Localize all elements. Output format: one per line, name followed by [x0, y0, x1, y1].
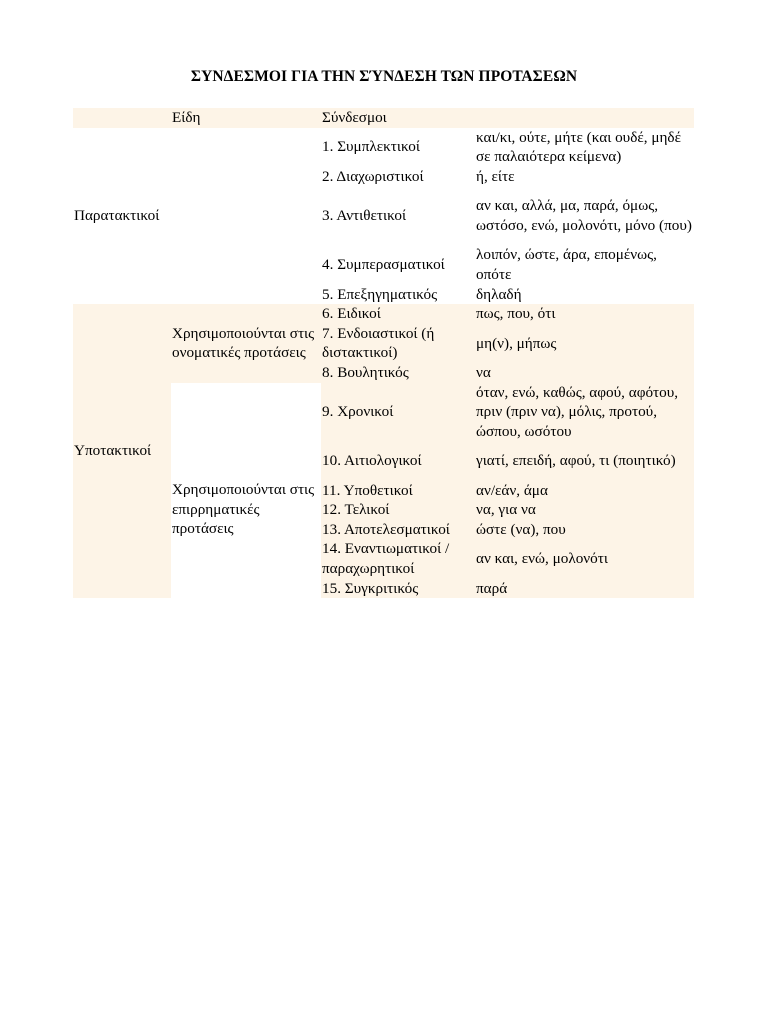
nominal-clauses-label: Χρησιμοποιούνται στις ονοματικές προτάσεις [171, 304, 321, 382]
conjunction-examples: γιατί, επειδή, αφού, τι (ποιητικό) [475, 442, 694, 481]
header-types: Είδη [171, 108, 321, 128]
subordinating-label: Υποτακτικοί [73, 304, 171, 598]
conjunction-type: 3. Αντιθετικοί [322, 207, 407, 225]
conjunction-type: 14. Εναντιωματικοί / παραχωρητικοί [321, 539, 475, 578]
conjunction-examples: να [475, 363, 694, 383]
conjunction-type: 10. Αιτιολογικοί [321, 442, 475, 481]
conjunction-type: 12. Τελικοί [321, 500, 475, 520]
conjunction-type: 6. Ειδικοί [321, 304, 475, 324]
conjunction-examples: και/κι, ούτε, μήτε (και ουδέ, μηδέ σε παλαιότερα κείμενα) [476, 128, 681, 166]
conjunction-type: 2. Διαχωριστικοί [322, 167, 424, 185]
conjunction-examples: λοιπόν, ώστε, άρα, επομένως, οπότε [476, 246, 657, 283]
conjunction-examples: αν και, ενώ, μολονότι [475, 539, 694, 578]
conjunction-type: 13. Αποτελεσματικοί [321, 520, 475, 540]
conjunction-examples: δηλαδή [476, 285, 522, 303]
conjunction-type: 11. Υποθετικοί [321, 481, 475, 501]
table-row [73, 304, 694, 324]
header-blank-cell [475, 108, 694, 128]
conjunction-type: 8. Βουλητικός [321, 363, 475, 383]
page-title: ΣΥΝΔΕΣΜΟΙ ΓΙΑ ΤΗΝ ΣΎΝΔΕΣΗ ΤΩΝ ΠΡΟΤΑΣΕΩΝ [190, 68, 578, 85]
conjunction-type: 5. Επεξηγηματικός [322, 285, 438, 303]
header-blank-cell [73, 108, 171, 128]
conjunction-examples: αν/εάν, άμα [475, 481, 694, 501]
conjunctions-table [73, 108, 694, 598]
conjunction-examples: ή, είτε [476, 167, 515, 185]
conjunction-type: 1. Συμπλεκτικοί [322, 138, 420, 156]
conjunction-examples: μη(ν), μήπως [475, 324, 694, 363]
conjunction-examples: παρά [475, 579, 694, 599]
conjunction-examples: ώστε (να), που [475, 520, 694, 540]
conjunction-type: 4. Συμπερασματικοί [322, 256, 445, 274]
conjunction-type: 15. Συγκριτικός [321, 579, 475, 599]
conjunction-examples: πως, που, ότι [475, 304, 694, 324]
conjunction-type: 7. Ενδοιαστικοί (ή διστακτικοί) [321, 324, 475, 363]
table-row [73, 128, 694, 167]
coordinating-label: Παρατακτικοί [74, 207, 160, 225]
conjunction-examples: όταν, ενώ, καθώς, αφού, αφότου, πριν (πριν να), μόλις, προτού, ώσπου, ωσότου [475, 383, 694, 442]
adverbial-clauses-label: Χρησιμοποιούνται στις επιρρηματικές προτάσεις [172, 480, 315, 538]
conjunction-examples: αν και, αλλά, μα, παρά, όμως, ωστόσο, ενώ, μολονότι, μόνο (που) [476, 197, 692, 234]
conjunction-examples: να, για να [475, 500, 694, 520]
header-conjunctions: Σύνδεσμοι [321, 108, 475, 128]
conjunction-type: 9. Χρονικοί [321, 383, 475, 442]
table-header-row [73, 108, 694, 128]
